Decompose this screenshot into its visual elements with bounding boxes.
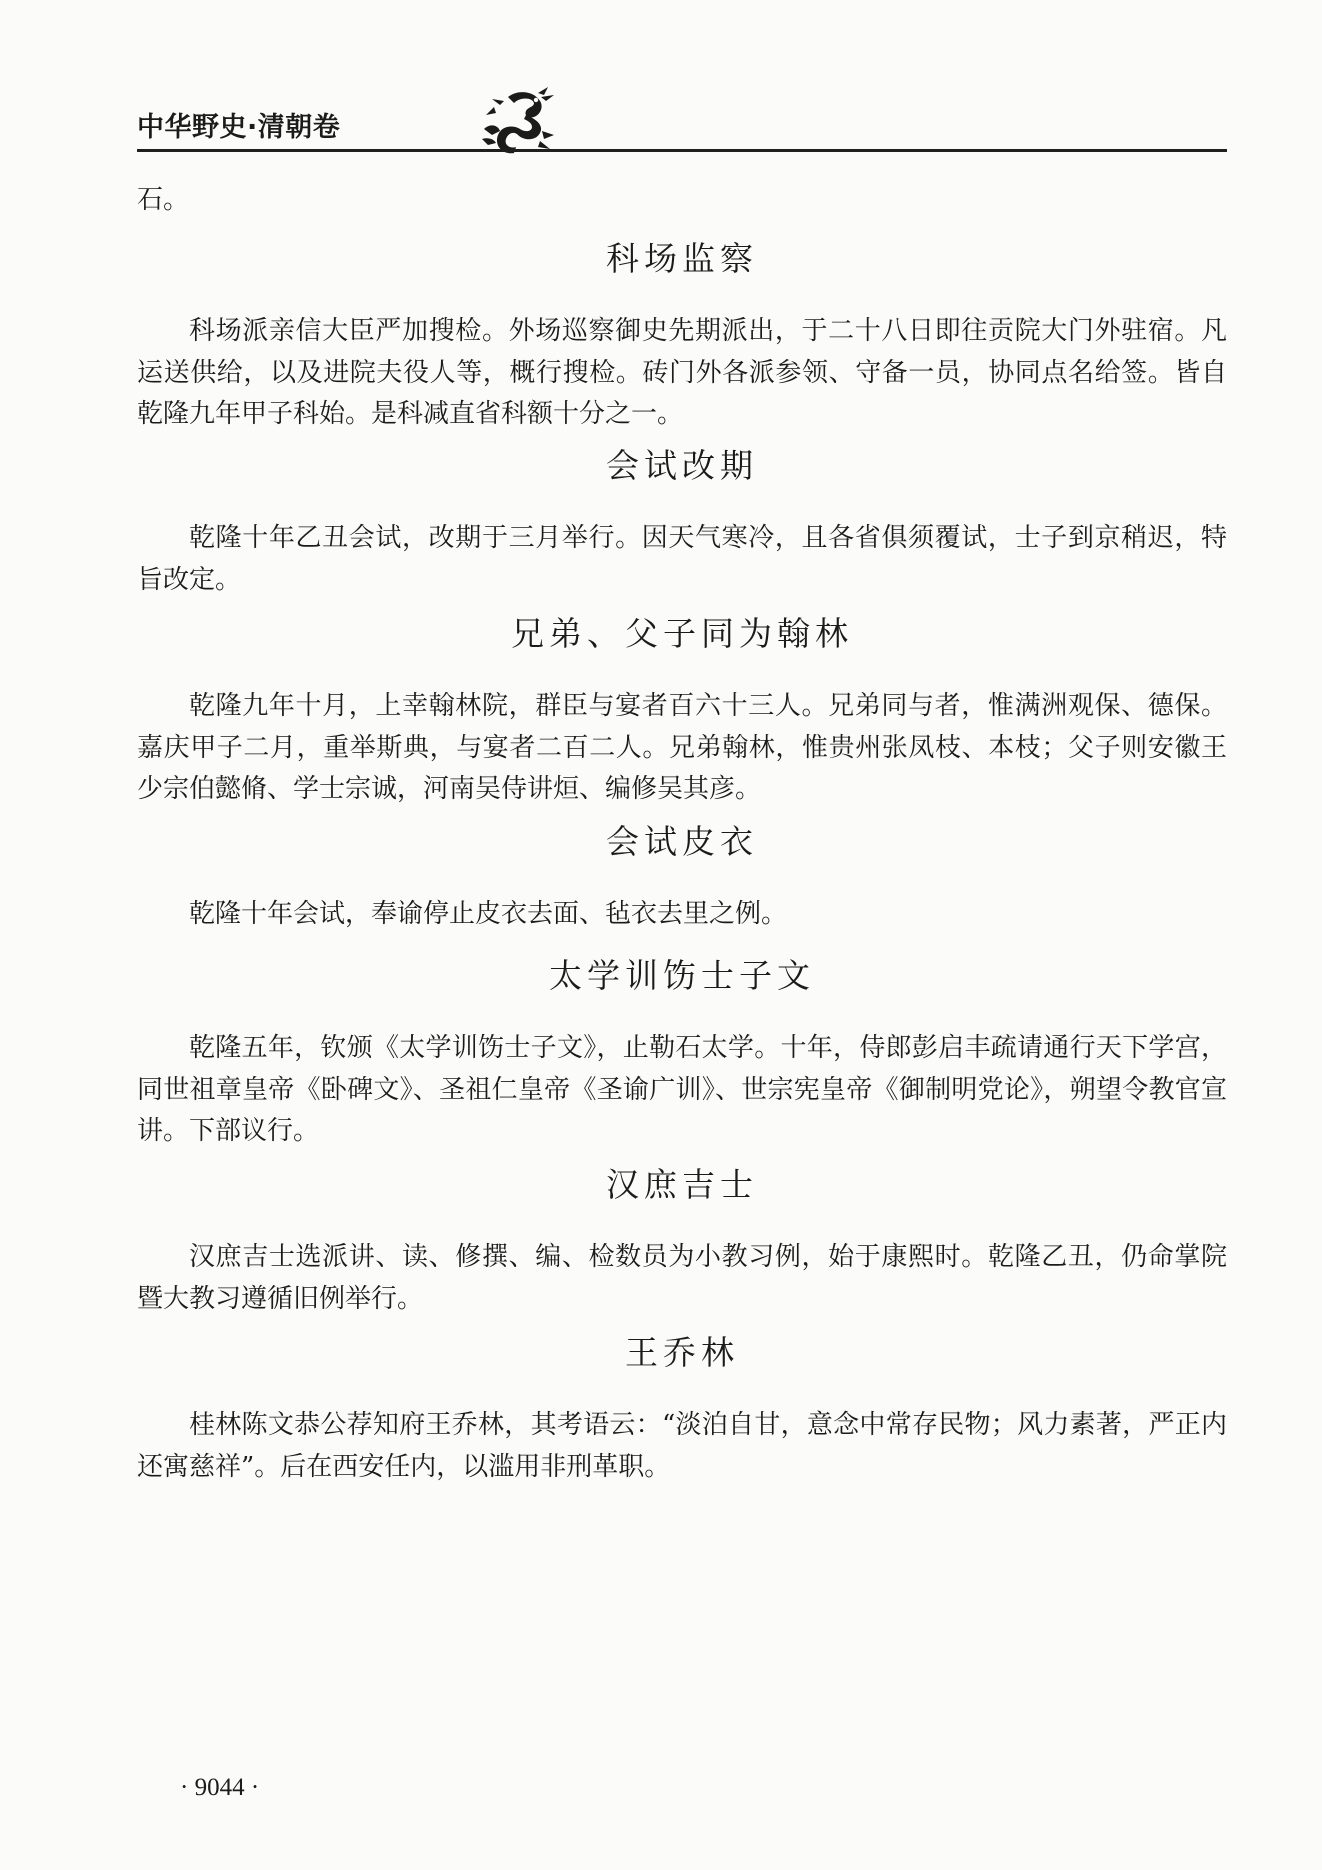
section-han-shujishi [137,1136,1227,1320]
section-title: 会试皮衣 [606,822,758,862]
section-title: 太学训饬士子文 [549,956,815,996]
section-body: 乾隆九年十月，上幸翰林院，群臣与宴者百六十三人。兄弟同与者，惟满洲观保、德保。嘉庆甲子二月，重举斯典，与宴者二百二人。兄弟翰林，惟贵州张凤枝、本枝；父子则安徽王少宗伯懿脩、学士宗诚，河南吴侍讲烜、编修吴其彦。 [137,691,1227,805]
section-xiongdi-fuzi-hanlin [137,585,1227,811]
section-huishi-piyi [137,793,1227,936]
section-wang-qiaolin [137,1304,1227,1488]
section-title: 汉庶吉士 [606,1165,758,1205]
section-body: 乾隆十年会试，奉谕停止皮衣去面、毡衣去里之例。 [189,899,788,930]
section-keichang-jiancha [137,210,1227,436]
section-taixue-xunchi [137,927,1227,1153]
dragon-emblem-icon [478,85,558,155]
section-body: 乾隆五年，钦颁《太学训饬士子文》，止勒石太学。十年，侍郎彭启丰疏请通行天下学宫，同世祖章皇帝《卧碑文》、圣祖仁皇帝《圣谕广训》、世宗宪皇帝《御制明党论》，朔望令教官宣讲。下部议行。 [137,1033,1227,1147]
section-title: 王乔林 [625,1333,739,1373]
running-title: 中华野史·清朝卷 [137,112,341,143]
section-title: 兄弟、父子同为翰林 [511,614,853,654]
continuation-text: 石。 [137,185,190,215]
page-number: · 9044 · [180,1774,260,1801]
section-body: 桂林陈文恭公荐知府王乔林，其考语云：“淡泊自甘，意念中常存民物；风力素著，严正内还寓慈祥”。后在西安任内，以滥用非刑革职。 [137,1410,1227,1482]
section-body: 乾隆十年乙丑会试，改期于三月举行。因天气寒冷，且各省俱须覆试，士子到京稍迟，特旨改定。 [137,523,1227,595]
section-title: 会试改期 [606,446,758,486]
section-body: 汉庶吉士选派讲、读、修撰、编、检数员为小教习例，始于康熙时。乾隆乙丑，仍命掌院暨大教习遵循旧例举行。 [137,1242,1227,1314]
header-rule [137,149,1227,152]
section-huishi-gaiqi [137,417,1227,601]
section-title: 科场监察 [606,239,758,279]
section-body: 科场派亲信大臣严加搜检。外场巡察御史先期派出，于二十八日即往贡院大门外驻宿。凡运送供给，以及进院夫役人等，概行搜检。砖门外各派参领、守备一员，协同点名给签。皆自乾隆九年甲子科始。是科减直省科额十分之一。 [137,316,1227,430]
